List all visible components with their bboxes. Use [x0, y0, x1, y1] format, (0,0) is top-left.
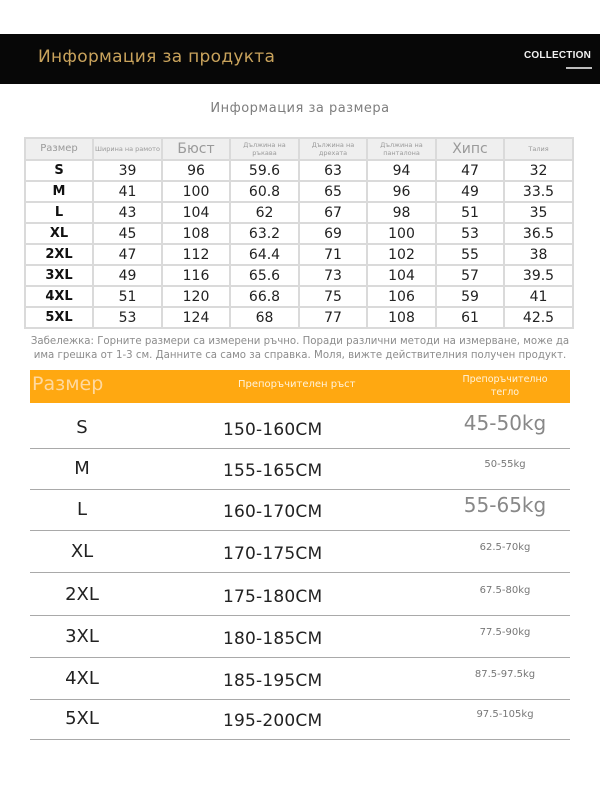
sleeve-cell: 68 [230, 307, 299, 328]
rec-weight: 67.5-80kg [479, 585, 531, 596]
sleeve-cell: 66.8 [230, 286, 299, 307]
size-cell: 5XL [25, 307, 93, 328]
rec-weight: 50-55kg [484, 459, 526, 470]
pants-cell: 96 [367, 181, 436, 202]
hips-cell: 47 [436, 160, 504, 181]
pants-cell: 100 [367, 223, 436, 244]
col-size-header: Размер [25, 138, 93, 160]
rec-size: 3XL [65, 626, 99, 647]
col-pants-header: Дължина на панталона [367, 138, 436, 160]
waist-cell: 35 [504, 202, 573, 223]
row-divider [30, 739, 570, 740]
size-cell: 3XL [25, 265, 93, 286]
size-cell: L [25, 202, 93, 223]
list-item [30, 616, 570, 658]
rec-weight-header: Препоръчително тегло [462, 374, 548, 398]
rec-weight: 55-65kg [463, 493, 547, 517]
list-item [30, 574, 570, 616]
rec-weight: 62.5-70kg [479, 542, 531, 553]
rec-weight: 45-50kg [463, 411, 547, 435]
bust-cell: 120 [162, 286, 230, 307]
waist-cell: 38 [504, 244, 573, 265]
col-garment-header: Дължина на дрехата [299, 138, 367, 160]
garment-cell: 69 [299, 223, 367, 244]
list-item [30, 658, 570, 700]
bust-cell: 96 [162, 160, 230, 181]
garment-cell: 65 [299, 181, 367, 202]
size-cell: XL [25, 223, 93, 244]
rec-weight: 77.5-90kg [479, 627, 531, 638]
rec-height: 195-200CM [223, 711, 323, 731]
col-hips-header: Хипс [436, 138, 504, 160]
pants-cell: 108 [367, 307, 436, 328]
bust-cell: 124 [162, 307, 230, 328]
table-row [25, 244, 573, 265]
shoulder-cell: 43 [93, 202, 162, 223]
list-item [30, 407, 570, 449]
rec-height: 160-170CM [223, 502, 323, 522]
size-cell: S [25, 160, 93, 181]
hips-cell: 57 [436, 265, 504, 286]
size-table-header [25, 138, 573, 160]
hips-cell: 55 [436, 244, 504, 265]
rec-size-header: Размер [32, 373, 104, 395]
collection-label: COLLECTION [524, 50, 591, 61]
garment-cell: 75 [299, 286, 367, 307]
list-item [30, 448, 570, 490]
table-row [25, 307, 573, 328]
table-row [25, 181, 573, 202]
rec-height: 155-165CM [223, 461, 323, 481]
rec-height: 170-175CM [223, 544, 323, 564]
shoulder-cell: 47 [93, 244, 162, 265]
hips-cell: 49 [436, 181, 504, 202]
sleeve-cell: 65.6 [230, 265, 299, 286]
garment-cell: 67 [299, 202, 367, 223]
size-cell: 4XL [25, 286, 93, 307]
garment-cell: 71 [299, 244, 367, 265]
table-row [25, 202, 573, 223]
sleeve-cell: 62 [230, 202, 299, 223]
rec-size: XL [70, 541, 94, 562]
product-info-header [0, 34, 600, 84]
pants-cell: 106 [367, 286, 436, 307]
col-waist-header: Талия [504, 138, 573, 160]
pants-cell: 94 [367, 160, 436, 181]
rec-height: 175-180CM [223, 587, 323, 607]
sleeve-cell: 64.4 [230, 244, 299, 265]
table-row [25, 160, 573, 181]
rec-size: S [76, 417, 88, 438]
list-item [30, 698, 570, 740]
rec-size: 5XL [65, 708, 99, 729]
shoulder-cell: 39 [93, 160, 162, 181]
row-divider [30, 572, 570, 573]
rec-size: 2XL [65, 584, 99, 605]
size-info-title: Информация за размера [210, 101, 390, 116]
hips-cell: 59 [436, 286, 504, 307]
rec-size: L [76, 499, 88, 520]
bust-cell: 108 [162, 223, 230, 244]
table-row [25, 265, 573, 286]
hips-cell: 53 [436, 223, 504, 244]
bust-cell: 116 [162, 265, 230, 286]
pants-cell: 102 [367, 244, 436, 265]
hips-cell: 61 [436, 307, 504, 328]
measurement-note: Забележка: Горните размери са измерени ръчно. Поради различни методи на измерване, може да има грешка от 1-3 см. Данните са само за справка. Моля, вижте действителния получен продукт. [30, 336, 570, 361]
list-item [30, 531, 570, 573]
hips-cell: 51 [436, 202, 504, 223]
shoulder-cell: 45 [93, 223, 162, 244]
rec-height: 150-160CM [223, 420, 323, 440]
table-row [25, 223, 573, 244]
waist-cell: 41 [504, 286, 573, 307]
bust-cell: 104 [162, 202, 230, 223]
waist-cell: 33.5 [504, 181, 573, 202]
waist-cell: 39.5 [504, 265, 573, 286]
table-row [25, 286, 573, 307]
rec-height-header: Препоръчителен ръст [238, 379, 356, 390]
col-sleeve-header: Дължина на ръкава [230, 138, 299, 160]
rec-size: 4XL [65, 668, 99, 689]
pants-cell: 98 [367, 202, 436, 223]
rec-size: M [74, 458, 90, 479]
rec-height: 180-185CM [223, 629, 323, 649]
sleeve-cell: 63.2 [230, 223, 299, 244]
rec-height: 185-195CM [223, 671, 323, 691]
shoulder-cell: 41 [93, 181, 162, 202]
waist-cell: 32 [504, 160, 573, 181]
header-title: Информация за продукта [38, 47, 276, 67]
list-item [30, 489, 570, 531]
size-table [24, 137, 574, 329]
rec-weight: 87.5-97.5kg [474, 669, 536, 680]
size-cell: 2XL [25, 244, 93, 265]
bust-cell: 112 [162, 244, 230, 265]
sleeve-cell: 59.6 [230, 160, 299, 181]
shoulder-cell: 51 [93, 286, 162, 307]
garment-cell: 77 [299, 307, 367, 328]
shoulder-cell: 53 [93, 307, 162, 328]
sleeve-cell: 60.8 [230, 181, 299, 202]
garment-cell: 63 [299, 160, 367, 181]
garment-cell: 73 [299, 265, 367, 286]
recommendation-header [30, 370, 570, 403]
bust-cell: 100 [162, 181, 230, 202]
pants-cell: 104 [367, 265, 436, 286]
col-bust-header: Бюст [162, 138, 230, 160]
size-cell: M [25, 181, 93, 202]
rec-weight: 97.5-105kg [476, 709, 534, 720]
collection-underline [566, 67, 592, 69]
waist-cell: 42.5 [504, 307, 573, 328]
waist-cell: 36.5 [504, 223, 573, 244]
col-shoulder-header: Ширина на рамото [93, 138, 162, 160]
shoulder-cell: 49 [93, 265, 162, 286]
